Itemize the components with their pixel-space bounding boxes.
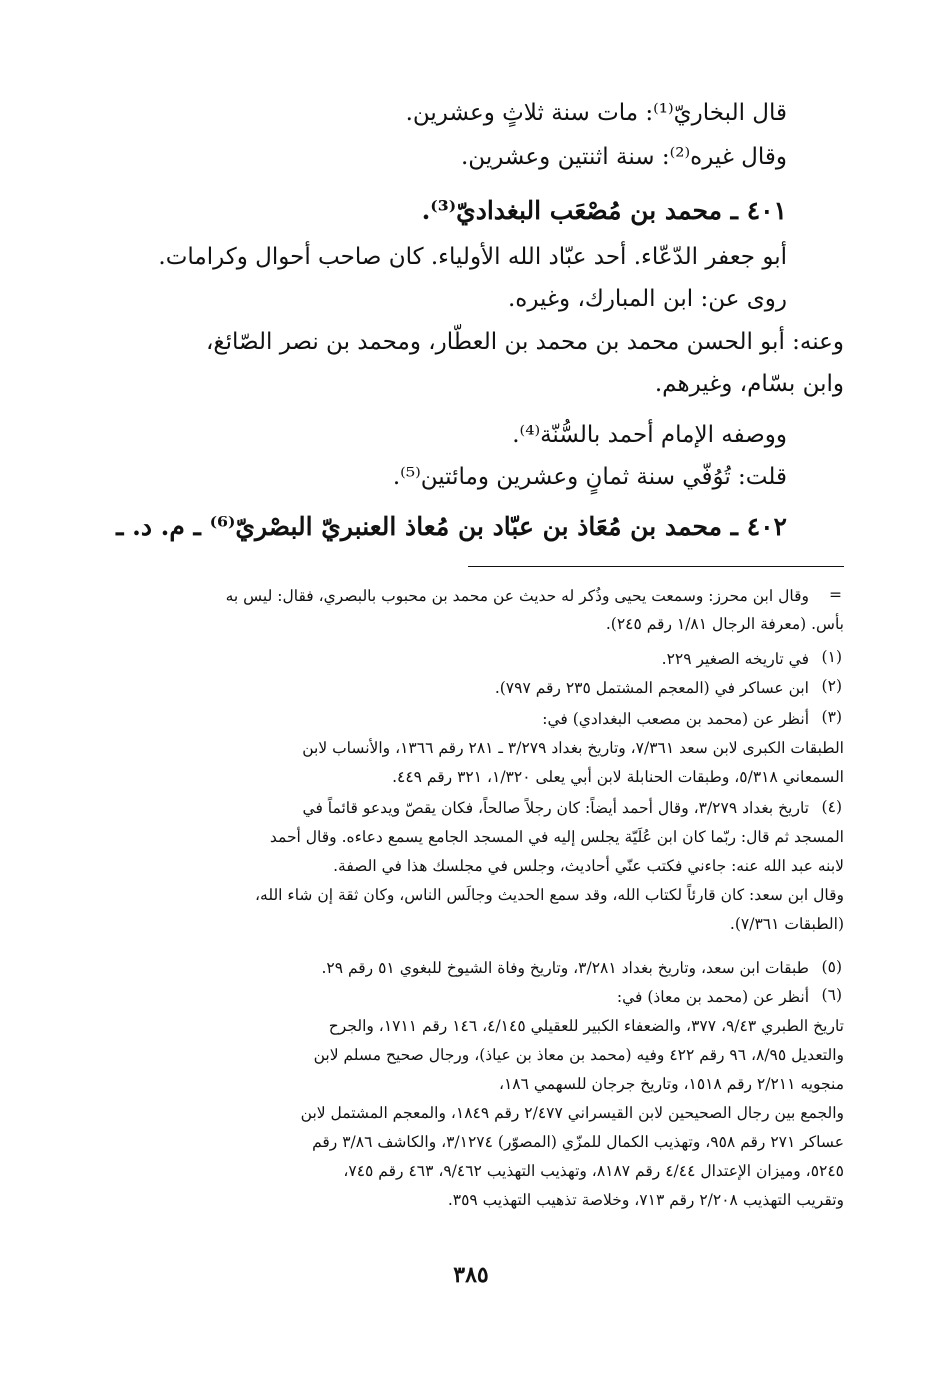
footnote-5-number: (٥) xyxy=(821,958,842,976)
main-line-7: وابن بسّام، وغيرهم. xyxy=(654,371,844,397)
footnote-6-line-5: والجمع بين رجال الصحيحين لابن القيسراني ٢/٤٧٧ رقم ١٨٤٩، والمعجم المشتمل لابن xyxy=(300,1104,844,1122)
footnote-continuation-marker: = xyxy=(829,586,842,604)
footnote-6-line-2: تاريخ الطبري ٩/٤٣، ٣٧٧، والضعفاء الكبير للعقيلي ٤/١٤٥، ١٤٦ رقم ١٧١١، والجرح xyxy=(328,1017,844,1035)
footnote-3-line-3: السمعاني ٥/٣١٨، وطبقات الحنابلة لابن أبي يعلى ١/٣٢٠، ٣٢١ رقم ٤٤٩. xyxy=(392,768,844,786)
footnote-6-line-7: ٥٢٤٥، وميزان الإعتدال ٤/٤٤ رقم ٨١٨٧، وتهذيب التهذيب ٩/٤٦٢، ٤٦٣ رقم ٧٤٥، xyxy=(343,1162,844,1180)
main-line-1: قال البخاريّ⁽¹⁾: مات سنة ثلاثٍ وعشرين. xyxy=(405,100,787,126)
footnote-4-line-4: وقال ابن سعد: كان قارئاً لكتاب الله، وقد سمع الحديث وجالَس الناس، وكان ثقة إن شاء الله، xyxy=(255,886,844,904)
footnote-3-line-2: الطبقات الكبرى لابن سعد ٧/٣٦١، وتاريخ بغداد ٣/٢٧٩ ـ ٢٨١ رقم ١٣٦٦، والأنساب لابن xyxy=(302,739,844,757)
footnote-6-line-4: منجويه ٢/٢١١ رقم ١٥١٨، وتاريخ جرجان للسهمي ١٨٦، xyxy=(498,1075,844,1093)
footnote-separator xyxy=(468,566,844,567)
footnote-4-line-3: لابنه عبد الله عنه: جاءني فكتب عنّي أحاديث، وجلس في مجلسك هذا في الصفة. xyxy=(333,857,844,875)
footnote-4-number: (٤) xyxy=(821,798,842,816)
page-number: ٣٨٥ xyxy=(453,1262,489,1288)
footnote-4-line-2: المسجد ثم قال: ربّما كان ابن عُلَيّة يجلس إليه في المسجد الجامع يسمع دعاءه. وقال أحمد xyxy=(269,828,844,846)
footnote-3-line-1: أنظر عن (محمد بن مصعب البغدادي) في: xyxy=(542,710,809,728)
footnote-2-text: ابن عساكر في (المعجم المشتمل ٢٣٥ رقم ٧٩٧). xyxy=(494,679,809,697)
footnote-4-line-5: (الطبقات ٧/٣٦١). xyxy=(729,915,844,933)
footnote-1-number: (١) xyxy=(821,648,842,666)
footnote-2-number: (٢) xyxy=(821,677,842,695)
footnote-4-line-1: تاريخ بغداد ٣/٢٧٩، وقال أحمد أيضاً: كان رجلاً صالحاً، فكان يقصّ ويدعو قائماً في xyxy=(302,799,809,817)
main-line-9: قلت: تُوُفّي سنة ثمانٍ وعشرين ومائتين⁽⁵⁾. xyxy=(392,464,787,490)
footnote-6-line-8: وتقريب التهذيب ٢/٢٠٨ رقم ٧١٣، وخلاصة تذهيب التهذيب ٣٥٩. xyxy=(447,1191,844,1209)
footnote-6-number: (٦) xyxy=(821,986,842,1004)
footnote-6-line-1: أنظر عن (محمد بن معاذ) في: xyxy=(616,988,809,1006)
main-line-2: وقال غيره⁽²⁾: سنة اثنتين وعشرين. xyxy=(461,144,787,170)
footnote-1-text: في تاريخه الصغير ٢٢٩. xyxy=(661,650,809,668)
entry-401-heading: ٤٠١ ـ محمد بن مُصْعَب البغداديّ⁽³⁾. xyxy=(421,196,787,225)
footnote-5-text: طبقات ابن سعد، وتاريخ بغداد ٣/٢٨١، وتاريخ وفاة الشيوخ للبغوي ٥١ رقم ٢٩. xyxy=(321,959,809,977)
footnote-3-number: (٣) xyxy=(821,708,842,726)
entry-402-heading: ٤٠٢ ـ محمد بن مُعَاذ بن عبّاد بن مُعاذ العنبريّ البصْريّ⁽⁶⁾ ـ م. د. ـ xyxy=(116,512,787,541)
footnote-6-line-3: والتعديل ٨/٩٥، ٩٦ رقم ٤٢٢ وفيه (محمد بن معاذ بن عياذ)، ورجال صحيح مسلم لابن xyxy=(313,1046,844,1064)
footnote-6-line-6: عساكر ٢٧١ رقم ٩٥٨، وتهذيب الكمال للمزّي (المصوّر) ٣/١٢٧٤، والكاشف ٣/٨٦ رقم xyxy=(312,1133,844,1151)
main-line-4: أبو جعفر الدّعّاء. أحد عبّاد الله الأولياء. كان صاحب أحوال وكرامات. xyxy=(158,244,787,270)
main-line-5: روى عن: ابن المبارك، وغيره. xyxy=(508,286,787,312)
footnote-continuation-line-1: وقال ابن محرز: وسمعت يحيى وذُكر له حديث عن محمد بن محبوب بالبصري، فقال: ليس به xyxy=(225,587,809,605)
main-line-8: ووصفه الإمام أحمد بالسُّنّة⁽⁴⁾. xyxy=(512,422,787,448)
main-line-6: وعنه: أبو الحسن محمد بن محمد بن العطّار، ومحمد بن نصر الصّائغ، xyxy=(205,329,844,355)
footnote-continuation-line-2: بأس. (معرفة الرجال ١/٨١ رقم ٢٤٥). xyxy=(605,615,844,633)
